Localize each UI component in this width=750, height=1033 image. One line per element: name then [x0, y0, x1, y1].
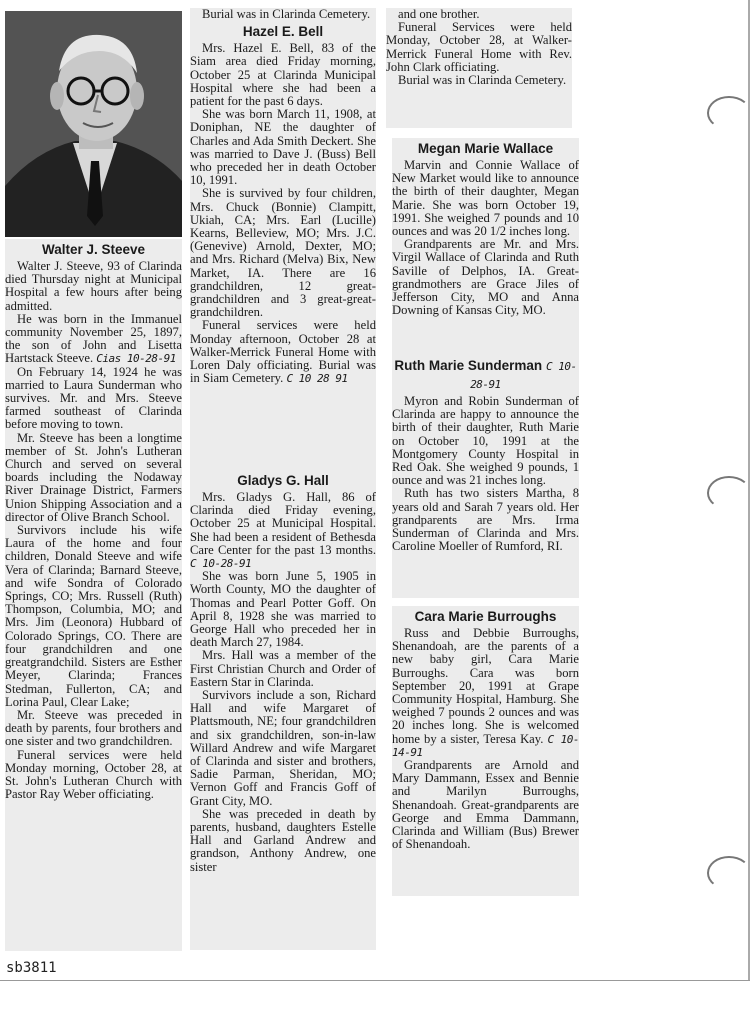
paragraph: Walter J. Steeve, 93 of Clarinda died Thursday night at Municipal Hospital a few hours after being admitted. [5, 259, 182, 313]
hall-body [190, 491, 376, 874]
handwritten-date: C 10-14-91 [392, 732, 579, 759]
obituary-steeve [5, 239, 182, 951]
paragraph: He was born in the Immanuel community November 25, 1897, the son of John and Lisetta Hartstack Steeve. Cias 10-28-91 [5, 311, 182, 366]
paragraph: Grandparents are Mr. and Mrs. Virgil Wallace of Clarinda and Ruth Saville of Delphos, IA. Great-grandmothers are Grace Jiles of Jefferson City, MO and Anna Downing of Kansas City, MO. [392, 237, 579, 318]
binder-hole [707, 96, 750, 130]
paragraph: Myron and Robin Sunderman of Clarinda are happy to announce the birth of their daughter, Ruth Marie on October 10, 1991 at the Montgomery County Hospital in Red Oak. She weighed 9 pounds, 1 ounce and was 21 inches long. [392, 394, 579, 488]
handwritten-date: C 10-28-91 [470, 360, 577, 391]
paragraph: Russ and Debbie Burroughs, Shenandoah, are the parents of a new baby girl, Cara Marie Burroughs. Cara was born September 20, 1991 at Grape Community Hospital, Hamburg. She weighed 7 pounds 2 ounces and was 20 inches long. She is welcomed home by a sister, Teresa Kay. C 10-14-91 [392, 626, 579, 759]
paragraph: On February 14, 1924 he was married to Laura Sunderman who survives. Mr. and Mrs. Steeve farmed southeast of Clarinda before moving to town. [5, 364, 182, 432]
binder-hole [707, 476, 750, 510]
steeve-body [5, 260, 182, 801]
bell-title: Hazel E. Bell [242, 24, 324, 40]
portrait-illustration [5, 11, 182, 237]
sunderman-title: Ruth Marie Sunderman C 10-28-91 [394, 358, 577, 391]
paragraph: Marvin and Connie Wallace of New Market would like to announce the birth of their daughter, Megan Marie. She was born October 19, 1991. She weighed 7 pounds and 10 ounces and was 20 1/2 inches long. [392, 158, 579, 239]
hall-title: Gladys G. Hall [237, 473, 329, 488]
paragraph: Funeral Services were held Monday, October 28, at Walker-Merrick Funeral Home with Rev. John Clark officiating. [386, 20, 572, 74]
paragraph: Ruth has two sisters Martha, 8 years old and Sarah 7 years old. Her grandparents are Mrs. Irma Sunderman of Clarinda and Mrs. Caroline Moeller of Rumford, RI. [392, 486, 579, 554]
binder-hole [707, 856, 750, 890]
paragraph: Grandparents are Arnold and Mary Dammann, Essex and Bennie and Marilyn Burroughs, Shenandoah. Great-grandparents are George and Emma Dammann, Clarinda and William (Bus) Brewer of Shenandoah. [392, 758, 579, 852]
handwritten-date: C 10 28 91 [286, 372, 348, 386]
sunderman-body [392, 395, 579, 553]
paragraph: Mrs. Hall was a member of the First Christian Church and Order of Eastern Star in Clarinda. [190, 648, 376, 689]
paragraph: Mrs. Gladys G. Hall, 86 of Clarinda died Friday evening, October 25 at Municipal Hospital. She had been a resident of Bethesda Care Center for the past 13 months. C 10-28-91 [190, 490, 376, 571]
portrait-photo [5, 11, 182, 237]
page-bottom-edge [0, 980, 750, 981]
paragraph: Survivors include his wife Laura of the home and four children, Donald Steeve and wife Vera of Clarinda; Barnard Steeve, and wife Sondra of Colorado Springs, CO; Mrs. Russell (Ruth) Thompson, Columbia, MO; and Mrs. Jim (Leonora) Hubbard of Colorado Springs, CO. There are four grandchildren and one greatgrandchild. Sisters are Esther Meyer, Clarinda; Frances Stedman, Fullerton, CA; and Lorina Paul, Clear Lake; [5, 523, 182, 709]
paragraph: Burial was in Clarinda Cemetery. [398, 73, 567, 88]
paragraph: Mr. Steeve has been a longtime member of St. John's Lutheran Church and served on several boards including the Nodaway River Drainage District, Farmers Union Shipping Association and a director of Olive Branch School. [5, 430, 182, 524]
steeve-title: Walter J. Steeve [41, 242, 146, 257]
continuation-body [386, 8, 572, 87]
birth-burroughs [392, 606, 579, 896]
handwritten-date: Cias 10-28-91 [96, 352, 176, 366]
wallace-body [392, 159, 579, 317]
obituary-continuation [386, 8, 572, 128]
paragraph: She was preceded in death by parents, husband, daughters Estelle Hall and Garland Andrew and grandson, Anthony Andrew, one sister [190, 806, 376, 874]
paragraph: Burial was in Clarinda Cemetery. [202, 8, 371, 21]
paragraph: and one brother. [398, 8, 480, 21]
col2-top [190, 8, 376, 21]
scan-id-label: sb3811 [6, 960, 57, 976]
bell-body [190, 42, 376, 385]
paragraph: Funeral services were held Monday afternoon, October 28 at Walker-Merrick Funeral Home with Loren Daly officiating. Burial was in Siam Cemetery. C 10 28 91 [190, 318, 376, 386]
paragraph: Survivors include a son, Richard Hall and wife Margaret of Plattsmouth, NE; four grandchildren and six grandchildren, son-in-law Willard Andrew and wife Margaret of Clarinda and sister and brothers, Sadie Parman, Sheridan, MO; Vernon Goff and Francis Goff of Grant City, MO. [190, 688, 376, 808]
obituary-hall [190, 470, 376, 950]
paragraph: Funeral services were held Monday morning, October 28, at St. John's Lutheran Church with Pastor Ray Weber officiating. [5, 747, 182, 802]
burroughs-body [392, 627, 579, 851]
paragraph: She is survived by four children, Mrs. Chuck (Bonnie) Clampitt, Ukiah, CA; Mrs. Earl (Lucille) Kearns, Belleview, MO; Mrs. J.C. (Genevive) Arnold, Dexter, MO; and Mrs. Richard (Melva) Bix, New Market, IA. There are 16 grandchildren, 12 great-grandchildren and 3 great-great-grandchildren. [190, 186, 376, 320]
obituary-bell [190, 8, 376, 470]
paragraph: She was born June 5, 1905 in Worth County, MO the daughter of Thomas and Pearl Potter Goff. On April 8, 1928 she was married to George Hall who preceded her in death March 27, 1984. [190, 569, 376, 650]
wallace-title: Megan Marie Wallace [417, 141, 554, 156]
birth-wallace [392, 138, 579, 362]
paragraph: Mrs. Hazel E. Bell, 83 of the Siam area died Friday morning, October 25 at Clarinda Municipal Hospital where she had been a patient for the past 6 days. [190, 41, 376, 109]
paragraph: Mr. Steeve was preceded in death by parents, four brothers and one sister and two grandchildren. [5, 707, 182, 749]
birth-sunderman [392, 355, 579, 598]
burroughs-title: Cara Marie Burroughs [414, 609, 557, 624]
paragraph: She was born March 11, 1908, at Doniphan, NE the daughter of Charles and Ada Smith Deckert. She was married to Dave J. (Buss) Bell who preceded her in death October 10, 1991. [190, 107, 376, 188]
handwritten-date: C 10-28-91 [190, 557, 252, 571]
